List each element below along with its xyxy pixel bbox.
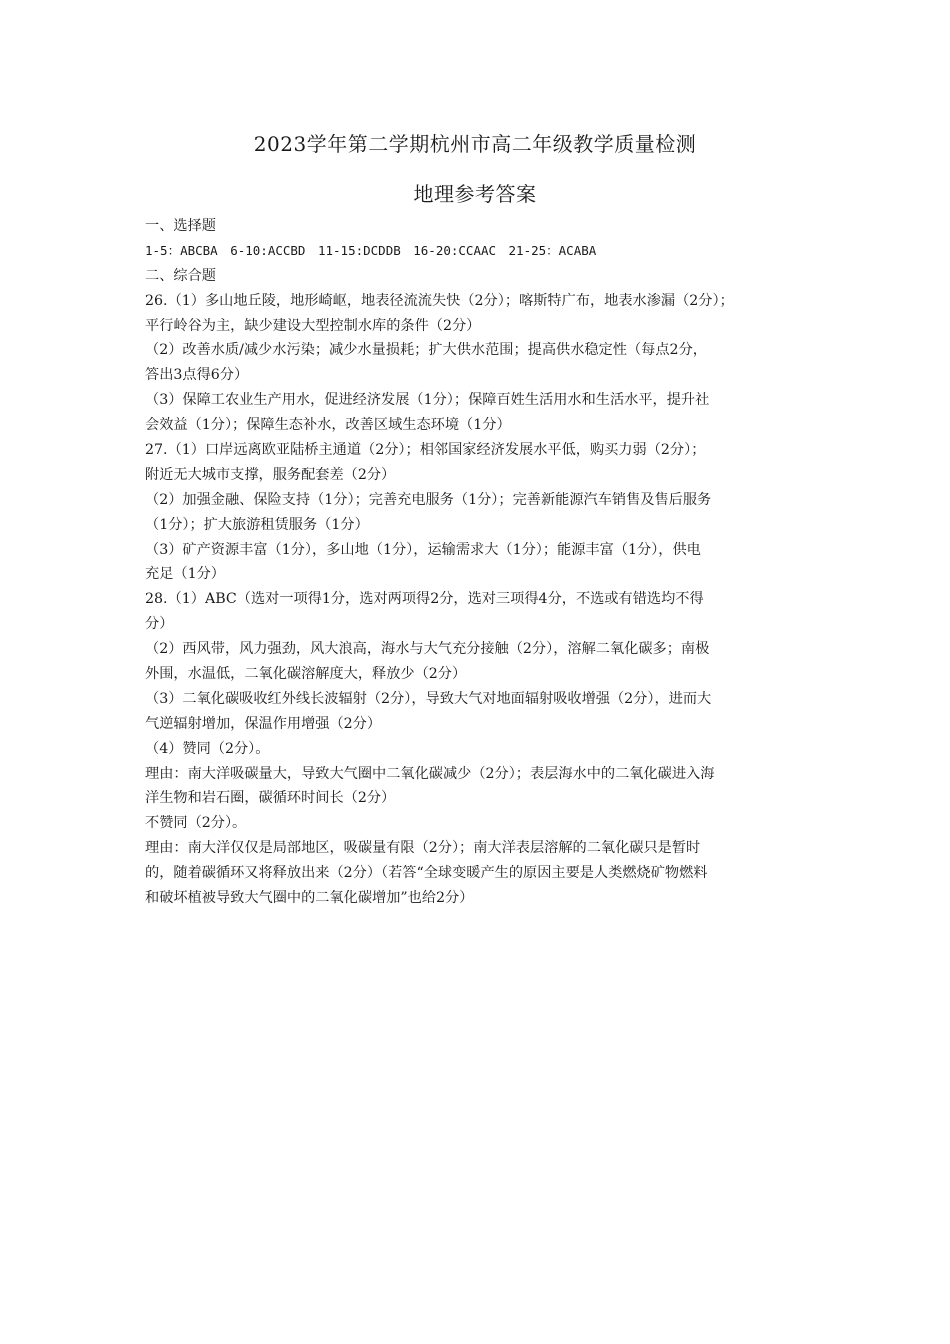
answer-line: （2）西风带，风力强劲，风大浪高，海水与大气充分接触（2分），溶解二氧化碳多；南极 — [145, 641, 710, 658]
answer-line: 26.（1）多山地丘陵，地形崎岖，地表径流流失快（2分）；喀斯特广布，地表水渗漏（2分）； — [145, 292, 734, 309]
answer-line: 和破坏植被导致大气圈中的二氧化碳增加”也给2分） — [145, 890, 474, 907]
answer-line: 附近无大城市支撑，服务配套差（2分） — [145, 466, 396, 483]
answer-line: 会效益（1分）；保障生态补水，改善区域生态环境（1分） — [145, 417, 511, 434]
section-heading-choice: 一、选择题 — [145, 218, 216, 234]
answer-line: （3）矿产资源丰富（1分），多山地（1分），运输需求大（1分）；能源丰富（1分），供电 — [145, 541, 701, 558]
answer-line: 27.（1）口岸远离欧亚陆桥主通道（2分）；相邻国家经济发展水平低，购买力弱（2分）； — [145, 442, 706, 459]
answer-line: 28.（1）ABC（选对一项得1分，选对两项得2分，选对三项得4分，不选或有错选均不得 — [145, 591, 704, 608]
answer-line: 充足（1分） — [145, 566, 225, 583]
answer-line: 答出3点得6分） — [145, 367, 249, 384]
choice-answers-line: 1-5：ABCBA 6-10:ACCBD 11-15:DCDDB 16-20:CCAAC 21-25：ACABA — [145, 242, 597, 258]
answer-line: 外围，水温低，二氧化碳溶解度大，释放少（2分） — [145, 666, 467, 683]
answer-line: （4）赞同（2分）。 — [145, 740, 270, 757]
answer-line: 洋生物和岩石圈，碳循环时间长（2分） — [145, 790, 396, 807]
answer-content — [145, 214, 813, 911]
answer-line: 的，随着碳循环又将释放出来（2分）（若答“全球变暖产生的原因主要是人类燃烧矿物燃料 — [145, 865, 708, 882]
answer-line: 理由：南大洋仅仅是局部地区，吸碳量有限（2分）；南大洋表层溶解的二氧化碳只是暂时 — [145, 840, 701, 857]
answer-line: 平行岭谷为主，缺少建设大型控制水库的条件（2分） — [145, 317, 481, 334]
answer-line: （2）加强金融、保险支持（1分）；完善充电服务（1分）；完善新能源汽车销售及售后服务 — [145, 491, 712, 508]
answer-line: （3）二氧化碳吸收红外线长波辐射（2分），导致大气对地面辐射吸收增强（2分），进而大 — [145, 690, 712, 707]
answer-line: 不赞同（2分）。 — [145, 815, 247, 832]
answer-line: 理由：南大洋吸碳量大，导致大气圈中二氧化碳减少（2分）；表层海水中的二氧化碳进入海 — [145, 765, 715, 782]
answer-line: （1分）；扩大旅游租赁服务（1分） — [145, 516, 369, 533]
section-heading-comprehensive: 二、综合题 — [145, 267, 216, 284]
answer-line: 气逆辐射增加，保温作用增强（2分） — [145, 715, 382, 732]
answer-line: （2）改善水质/减少水污染；减少水量损耗；扩大供水范围；提高供水稳定性（每点2分， — [145, 342, 707, 359]
answer-line: 分） — [145, 616, 174, 633]
document-subtitle: 地理参考答案 — [413, 182, 537, 206]
document-title: 2023学年第二学期杭州市高二年级教学质量检测 — [253, 132, 697, 156]
answer-line: （3）保障工农业生产用水，促进经济发展（1分）；保障百姓生活用水和生活水平，提升社 — [145, 392, 710, 409]
